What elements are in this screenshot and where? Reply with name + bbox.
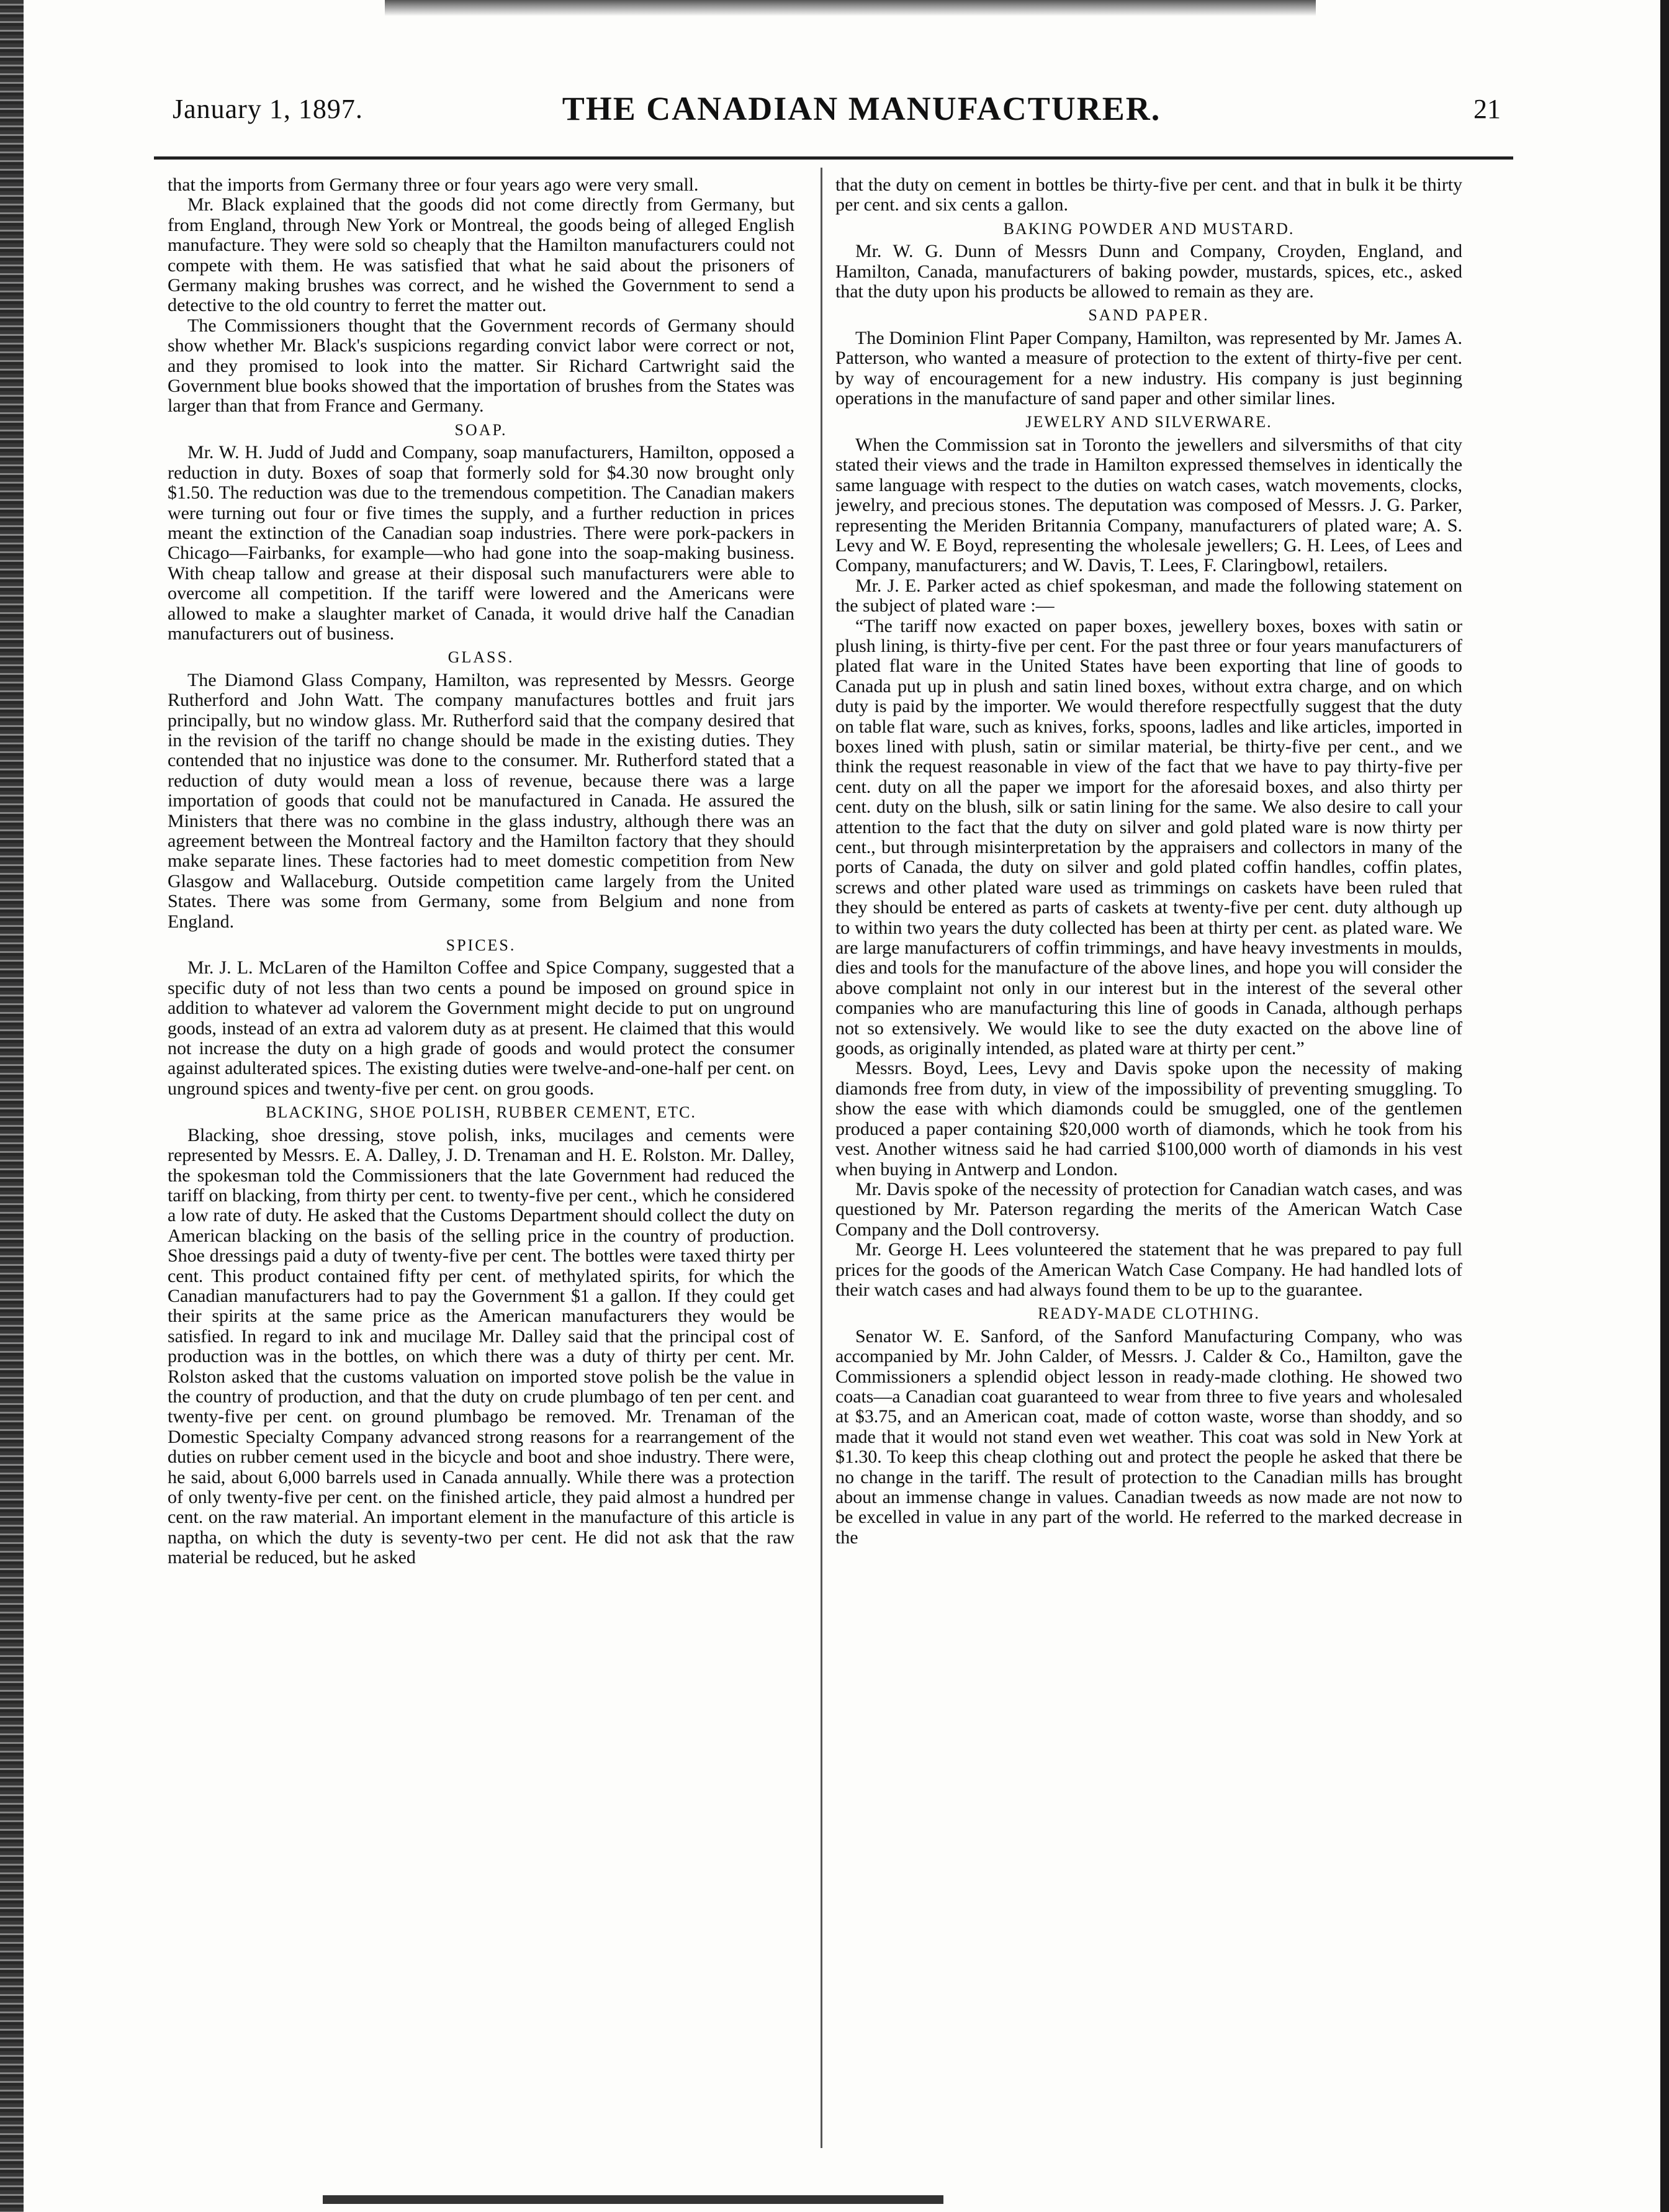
paragraph: that the imports from Germany three or four years ago were very small. — [168, 175, 699, 195]
issue-date: January 1, 1897. — [173, 94, 363, 124]
section-heading-sand-paper: SAND PAPER. — [1088, 306, 1210, 325]
section-heading-glass: GLASS. — [448, 648, 515, 667]
publication-title: THE CANADIAN MANUFACTURER. — [562, 90, 1161, 127]
paragraph: The Dominion Flint Paper Company, Hamilton, was represented by Mr. James A. Patterson, who wanted a measure of protection to the extent of thirty-five per cent. by way of encouragement for a new industry. His company is just beginning operations in the manufacture of sand paper and other similar lines. — [835, 327, 1462, 409]
scan-top-smudge — [385, 0, 1316, 16]
left-column — [168, 175, 794, 2187]
paragraph: Mr. W. H. Judd of Judd and Company, soap manufacturers, Hamilton, opposed a reduction in duty. Boxes of soap that formerly sold for $4.30 now brought only $1.50. The reduction was due to the tremendous competition. The Canadian makers were turning out four or five times the supply, and a further reduction in prices meant the extinction of the Canadian soap industries. There were pork-packers in Chicago—Fairbanks, for example—who had gone into the soap-making business. With cheap tallow and grease at their disposal such manufacturers were able to overcome all competition. If the tariff were lowered and the Americans were allowed to make a slaughter market of Canada, it would drive half the Canadian manufacturers out of business. — [168, 442, 794, 644]
scan-bottom-smudge — [323, 2195, 943, 2204]
column-divider — [821, 168, 822, 2148]
paragraph: Mr. J. E. Parker acted as chief spokesman, and made the following statement on the subject of plated ware :— — [835, 575, 1462, 616]
paragraph: Mr. George H. Lees volunteered the statement that he was prepared to pay full prices for the goods of the American Watch Case Company. He had handled lots of their watch cases and had always found them to be up to the guarantee. — [835, 1239, 1462, 1300]
section-heading-blacking: BLACKING, SHOE POLISH, RUBBER CEMENT, ETC. — [266, 1103, 696, 1122]
header-rule — [154, 156, 1513, 160]
section-heading-jewelry: JEWELRY AND SILVERWARE. — [1025, 413, 1272, 431]
paragraph: The Commissioners thought that the Government records of Germany should show whether Mr. Black's suspicions regarding convict labor were correct or not, and they promised to look into the matter. Sir Richard Cartwright said the Government blue books showed that the importation of brushes from the States was larger than that from France and Germany. — [168, 315, 794, 417]
paragraph: Mr. J. L. McLaren of the Hamilton Coffee and Spice Company, suggested that a specific duty of not less than two cents a pound be imposed on ground spice in addition to whatever ad valorem the Government might decide to put on unground goods, instead of an extra ad valorem duty as at present. He claimed that this would not increase the duty on a high grade of goods and would protect the consumer against adulterated spices. The existing duties were twelve-and-one-half per cent. on unground spices and twenty-five per cent. on grou goods. — [168, 957, 794, 1099]
scan-left-edge — [0, 0, 24, 2212]
paragraph: Messrs. Boyd, Lees, Levy and Davis spoke upon the necessity of making diamonds free from duty, in view of the impossibility of preventing smuggling. To show the ease with which diamonds could be smuggled, one of the gentlemen produced a paper containing $20,000 worth of diamonds, which he took from his vest. Another witness said he had carried $100,000 worth of diamonds in his vest when buying in Antwerp and London. — [835, 1058, 1462, 1180]
paragraph: that the duty on cement in bottles be thirty-five per cent. and that in bulk it be thirty per cent. and six cents a gallon. — [835, 175, 1462, 215]
section-heading-soap: SOAP. — [454, 420, 508, 439]
quoted-statement: “The tariff now exacted on paper boxes, jewellery boxes, boxes with satin or plush lining, is thirty-five per cent. For the past three or four years manufacturers of plated flat ware in the United States have been exporting that line of goods to Canada put up in plush and satin lined boxes, without extra charge, and on which duty is paid by the importer. We would therefore respectfully suggest that the duty on table flat ware, such as knives, forks, spoons, ladles and like articles, imported in boxes lined with plush, satin or similar material, be thirty-five per cent., and we think the request reasonable in view of the fact that we have to pay thirty-five per cent. duty on all the paper we import for the aforesaid boxes, and also thirty per cent. duty on the blush, silk or satin lining for the same. We also desire to call your attention to the fact that the duty on silver and gold plated ware is now thirty per cent., but through misinterpretation by the appraisers and collectors in many of the ports of Canada, the duty on silver and gold plated coffin handles, coffin plates, screws and other plated ware used as trimmings on caskets have been ruled that they should be entered as parts of caskets at twenty-five per cent. duty although up to within two years the duty collected has been at thirty per cent. as plated ware. We are large manufacturers of coffin trimmings, and have heavy investments in moulds, dies and tools for the manufacture of the above lines, and hope you will consider the above complaint not only in our interest but in the interest of the several other companies who are manufacturing this line of goods in Canada, although perhaps not so extensively. We would like to see the duty exacted on the above line of goods, as originally intended, as plated ware at thirty per cent.” — [835, 615, 1462, 1059]
paragraph: Senator W. E. Sanford, of the Sanford Manufacturing Company, who was accompanied by Mr. John Calder, of Messrs. J. Calder & Co., Hamilton, gave the Commissioners a splendid object lesson in ready-made clothing. He showed two coats—a Canadian coat guaranteed to wear from three to five years and wholesaled at $3.75, and an American coat, made of cotton waste, worse than shoddy, and so made that it would not stand even wet weather. This coat was sold in New York at $1.30. To keep this cheap clothing out and protect the people he asked that there be no change in the tariff. The result of protection to the Canadian mills has brought about an immense change in values. Canadian tweeds as now made are not now to be excelled in value in any part of the world. He referred to the marked decrease in the — [835, 1325, 1462, 1548]
section-heading-baking-powder: BAKING POWDER AND MUSTARD. — [1003, 219, 1295, 238]
paragraph: Mr. Black explained that the goods did not come directly from Germany, but from England, through New York or Montreal, the goods being of alleged English manufacture. They were sold so cheaply that the Hamilton manufacturers could not compete with them. He was satisfied that what he said about the prisoners of Germany making brushes was correct, and he wished the Government to send a detective to the old country to ferret the matter out. — [168, 194, 794, 316]
section-heading-spices: SPICES. — [446, 936, 516, 955]
paragraph: Mr. W. G. Dunn of Messrs Dunn and Company, Croyden, England, and Hamilton, Canada, manufacturers of baking powder, mustards, spices, etc., asked that the duty upon his products be allowed to remain as they are. — [835, 241, 1462, 302]
paragraph: When the Commission sat in Toronto the jewellers and silversmiths of that city stated their views and the trade in Hamilton expressed themselves in identically the same language with respect to the duties on watch cases, watch movements, clocks, jewelry, and precious stones. The deputation was composed of Messrs. J. G. Parker, representing the Meriden Britannia Company, manufacturers of plated ware; A. S. Levy and W. E Boyd, representing the wholesale jewellers; G. H. Lees, of Lees and Company, manufacturers; and W. Davis, T. Lees, F. Claringbowl, retailers. — [835, 434, 1462, 576]
paragraph: Blacking, shoe dressing, stove polish, inks, mucilages and cements were represented by Messrs. E. A. Dalley, J. D. Trenaman and H. E. Rolston. Mr. Dalley, the spokesman told the Commissioners that the late Government had reduced the tariff on blacking, from thirty per cent. to twenty-five per cent., which he considered a low rate of duty. He asked that the Customs Department should collect the duty on American blacking on the basis of the selling price in the country of production. Shoe dressings paid a duty of twenty-five per cent. The bottles were taxed thirty per cent. This product contained fifty per cent. of methylated spirits, for which the Canadian manufacturers had to pay the Government $1 a gallon. If they could get their spirits at the same price as the American manufacturers they would be satisfied. In regard to ink and mucilage Mr. Dalley said that the principal cost of production was in the bottles, on which there was a duty of thirty per cent. Mr. Rolston asked that the customs valuation on imported stove polish be the value in the country of production, and that the duty on crude plumbago of ten per cent. and twenty-five per cent. on ground plumbago be removed. Mr. Trenaman of the Domestic Specialty Company advanced strong reasons for a rearrangement of the duties on rubber cement used in the bicycle and boot and shoe industry. There were, he said, about 6,000 barrels used in Canada annually. While there was a protection of only twenty-five per cent. on the finished article, they paid almost a hundred per cent. on the raw material. An important element in the manufacture of this article is naptha, on which the duty is seventy-two per cent. He did not ask that the raw material be reduced, but he asked — [168, 1124, 794, 1568]
scan-right-edge — [1660, 0, 1669, 2212]
paragraph: Mr. Davis spoke of the necessity of protection for Canadian watch cases, and was questioned by Mr. Paterson regarding the merits of the American Watch Case Company and the Doll controversy. — [835, 1178, 1462, 1240]
right-column — [835, 175, 1462, 2156]
page-number: 21 — [1473, 94, 1501, 124]
section-heading-clothing: READY-MADE CLOTHING. — [1038, 1304, 1260, 1323]
page-header — [173, 90, 1501, 143]
paragraph: The Diamond Glass Company, Hamilton, was represented by Messrs. George Rutherford and John Watt. The company manufactures bottles and fruit jars principally, but no window glass. Mr. Rutherford said that the company desired that in the revision of the tariff no change should be made in the existing duties. They contended that no injustice was done to the consumer. Mr. Rutherford stated that a reduction of duty would mean a loss of revenue, because there was a large importation of goods that could not be manufactured in Canada. He assured the Ministers that there was no combine in the glass industry, although there was an agreement between the Montreal factory and the Hamilton factory that they should make separate lines. These factories had to meet domestic competition from New Glasgow and Wallaceburg. Outside competition came largely from the United States. There was some from Germany, some from Belgium and none from England. — [168, 669, 794, 932]
